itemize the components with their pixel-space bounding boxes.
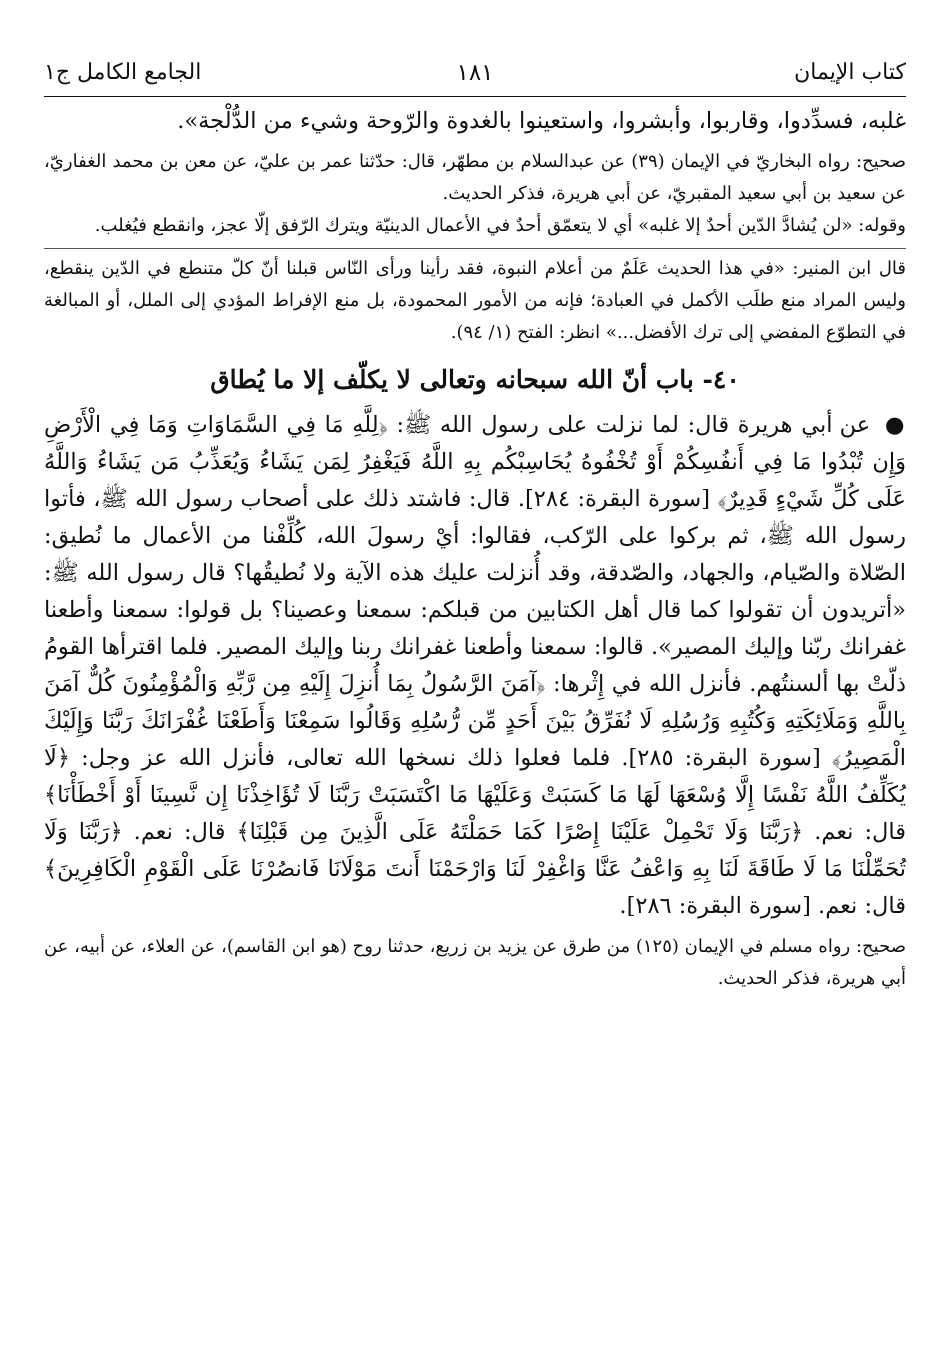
book-section-title: كتاب الإيمان — [794, 60, 906, 85]
hadith-main-paragraph — [44, 407, 906, 925]
takhrij-note: صحيح: رواه البخاريّ في الإيمان (٣٩) عن عبدالسلام بن مطهّر، قال: حدّثنا عمر بن عليّ، عن معن بن محمد الغفاريّ، عن سعيد بن أبي سعيد المقبريّ، عن أبي هريرة، فذكر الحديث. — [44, 151, 906, 204]
hadith-ending-paragraph: غلبه، فسدِّدوا، وقاربوا، وأبشروا، واستعينوا بالغدوة والرّوحة وشيء من الدُّلْجة». — [177, 108, 906, 134]
book-volume-title: الجامع الكامل ج١ — [44, 60, 202, 85]
book-page — [44, 40, 906, 995]
page-header — [44, 40, 906, 97]
chapter-title: ٤٠- باب أنّ الله سبحانه وتعالى لا يكلّف إلا ما يُطاق — [210, 365, 740, 394]
muslim-takhrij-note: صحيح: رواه مسلم في الإيمان (١٢٥) من طرق عن يزيد بن زريع، حدثنا روح (هو ابن القاسم)، عن العلاء، عن أبيه، عن أبي هريرة، فذكر الحديث. — [43, 936, 906, 989]
page-number: ١٨١ — [456, 60, 494, 86]
ibn-munir-note: قال ابن المنير: «في هذا الحديث عَلَمٌ من أعلام النبوة، فقد رأينا ورأى النّاس قبلنا أنّ كلّ متنطع في الدّين ينقطع، وليس المراد منع طلَب الأكمل في العبادة؛ فإنه من الأمور المحمودة، بل منع الإفراط المؤدي إلى الملل، أو المبالغة في التطوّع المفضي إلى ترك الأفضل...» انظر: الفتح (١/ ٩٤). — [44, 258, 906, 343]
bullet-icon: ● — [884, 412, 906, 438]
hadith-text: عن أبي هريرة قال: لما نزلت على رسول الله ﷺ: ﴿لِلَّهِ مَا فِي السَّمَاوَاتِ وَمَا فِي الْأَرْضِ وَإِن تُبْدُوا مَا فِي أَنفُسِكُمْ أَوْ تُخْفُوهُ يُحَاسِبْكُم بِهِ اللَّهُ فَيَغْفِرُ لِمَن يَشَاءُ وَيُعَذِّبُ مَن يَشَاءُ وَاللَّهُ عَلَى كُلِّ شَيْءٍ قَدِيرٌ﴾ [سورة البقرة: ٢٨٤]. قال: فاشتد ذلك على أصحاب رسول الله ﷺ، فأتوا رسول الله ﷺ، ثم بركوا على الرّكب، فقالوا: أيْ رسولَ الله، كُلِّفْنا من الأعمال ما نُطيق: الصّلاة والصّيام، والجهاد، والصّدقة، وقد أُنزلت عليك هذه الآية ولا نُطيقُها؟ قال رسول الله ﷺ: «أتريدون أن تقولوا كما قال أهل الكتابين من قبلكم: سمعنا وعصينا؟ بل قولوا: سمعنا وأطعنا غفرانك ربّنا وإليك المصير». قالوا: سمعنا وأطعنا غفرانك ربنا وإليك المصير. فلما اقترأها القومُ ذلّتْ بها ألسنتُهم. فأنزل الله في إِثْرها: ﴿آمَنَ الرَّسُولُ بِمَا أُنزِلَ إِلَيْهِ مِن رَّبِّهِ وَالْمُؤْمِنُونَ كُلٌّ آمَنَ بِاللَّهِ وَمَلَائِكَتِهِ وَكُتُبِهِ وَرُسُلِهِ لَا نُفَرِّقُ بَيْنَ أَحَدٍ مِّن رُّسُلِهِ وَقَالُوا سَمِعْنَا وَأَطَعْنَا غُفْرَانَكَ رَبَّنَا وَإِلَيْكَ الْمَصِيرُ﴾ [سورة البقرة: ٢٨٥]. فلما فعلوا ذلك نسخها الله تعالى، فأنزل الله عز وجل: ﴿لَا يُكَلِّفُ اللَّهُ نَفْسًا إِلَّا وُسْعَهَا لَهَا مَا كَسَبَتْ وَعَلَيْهَا مَا اكْتَسَبَتْ رَبَّنَا لَا تُؤَاخِذْنَا إِن نَّسِينَا أَوْ أَخْطَأْنَا﴾ قال: نعم. ﴿رَبَّنَا وَلَا تَحْمِلْ عَلَيْنَا إِصْرًا كَمَا حَمَلْتَهُ عَلَى الَّذِينَ مِن قَبْلِنَا﴾ قال: نعم. ﴿رَبَّنَا وَلَا تُحَمِّلْنَا مَا لَا طَاقَةَ لَنَا بِهِ وَاعْفُ عَنَّا وَاغْفِرْ لَنَا وَارْحَمْنَا أَنتَ مَوْلَانَا فَانصُرْنَا عَلَى الْقَوْمِ الْكَافِرِينَ﴾ قال: نعم. [سورة البقرة: ٢٨٦]. — [44, 412, 906, 919]
explanation-note: وقوله: «لن يُشادَّ الدّين أحدٌ إلا غلبه» أي لا يتعمّق أحدٌ في الأعمال الدينيّة ويترك الرّفق إلّا عجز، وانقطع فيُغلب. — [94, 215, 906, 236]
note-separator — [44, 248, 906, 249]
